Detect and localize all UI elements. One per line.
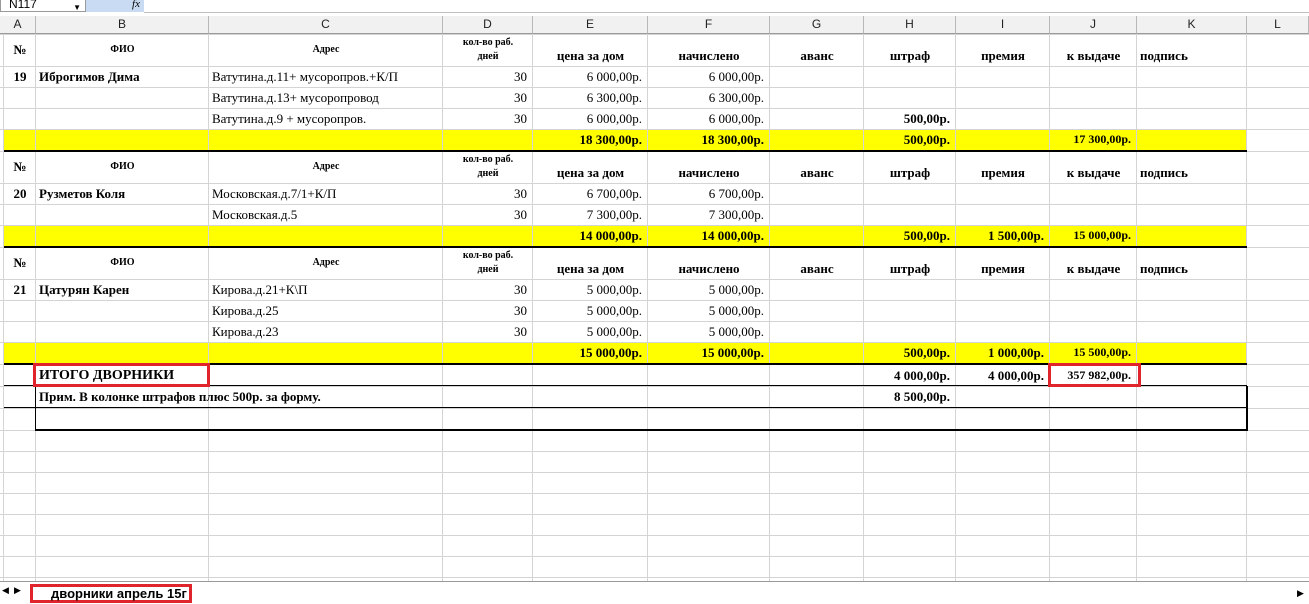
fine-cell[interactable] (864, 66, 956, 87)
sheet-tab-label: дворники апрель 15г (51, 586, 187, 601)
annotation-box-total-label (33, 363, 210, 387)
header-fine: штраф (889, 261, 931, 276)
address-cell[interactable]: Кирова.д.21+К\П (212, 282, 308, 297)
header-days-line2: дней (477, 51, 499, 62)
accrued-cell[interactable]: 5 000,00р. (708, 324, 764, 339)
address-cell[interactable]: Ватутина.д.11+ мусоропров.+К/П (212, 69, 399, 84)
scroll-right-icon[interactable]: ▶ (1297, 588, 1304, 598)
header-fio: ФИО (110, 44, 135, 55)
total-fine[interactable]: 500,00р. (903, 132, 950, 147)
address-cell[interactable]: Московская.д.7/1+К/П (212, 186, 337, 201)
days-cell[interactable]: 30 (514, 69, 527, 84)
header-fine: штраф (889, 165, 931, 180)
accrued-cell[interactable]: 6 000,00р. (708, 111, 764, 126)
accrued-cell[interactable]: 7 300,00р. (708, 207, 764, 222)
header-advance: аванс (800, 261, 834, 276)
grand-total-fine[interactable]: 4 000,00р. (894, 368, 950, 383)
chevron-down-icon[interactable]: ▼ (73, 3, 81, 12)
accrued-cell[interactable]: 5 000,00р. (708, 303, 764, 318)
accrued-cell[interactable]: 6 000,00р. (708, 69, 764, 84)
header-days (443, 247, 533, 279)
header-days-line1: кол-во раб. (462, 37, 514, 48)
employee-name: Цатурян Карен (39, 282, 130, 297)
address-cell[interactable]: Ватутина.д.13+ мусоропровод (212, 90, 379, 105)
header-num: № (13, 255, 27, 270)
grid-hline (0, 514, 1309, 515)
grid-hline (0, 472, 1309, 473)
grid-vline (1049, 34, 1050, 581)
price-cell[interactable]: 7 300,00р. (586, 207, 642, 222)
grand-total-bonus[interactable]: 4 000,00р. (988, 368, 1044, 383)
grid-hline (0, 408, 1309, 409)
total-accrued[interactable]: 14 000,00р. (701, 228, 764, 243)
header-num: № (13, 42, 27, 57)
accrued-cell[interactable]: 6 300,00р. (708, 90, 764, 105)
days-cell[interactable]: 30 (514, 90, 527, 105)
total-fine[interactable]: 500,00р. (903, 228, 950, 243)
header-num: № (13, 159, 27, 174)
total-payout[interactable]: 15 000,00р. (1073, 228, 1131, 242)
worksheet-grid[interactable] (0, 34, 1309, 581)
days-cell[interactable]: 30 (514, 282, 527, 297)
employee-number: 19 (13, 69, 27, 84)
total-bonus[interactable]: 1 000,00р. (988, 345, 1044, 360)
price-cell[interactable]: 6 300,00р. (586, 90, 642, 105)
header-days-line1: кол-во раб. (462, 250, 514, 261)
days-cell[interactable]: 30 (514, 207, 527, 222)
header-bonus: премия (981, 165, 1025, 180)
header-price: цена за дом (556, 165, 625, 180)
price-cell[interactable]: 5 000,00р. (586, 303, 642, 318)
grid-vline (3, 34, 4, 581)
total-accrued[interactable]: 15 000,00р. (701, 345, 764, 360)
column-header-c[interactable]: C (209, 16, 443, 34)
accrued-cell[interactable]: 5 000,00р. (708, 282, 764, 297)
note-fine[interactable]: 8 500,00р. (894, 389, 950, 404)
accrued-cell[interactable]: 6 700,00р. (708, 186, 764, 201)
fx-icon: fx (132, 0, 140, 10)
days-cell[interactable]: 30 (514, 186, 527, 201)
price-cell[interactable]: 6 700,00р. (586, 186, 642, 201)
column-header-h[interactable]: H (864, 16, 956, 34)
header-accrued: начислено (678, 48, 740, 63)
grid-vline (1136, 34, 1137, 581)
header-price: цена за дом (556, 48, 625, 63)
total-price[interactable]: 15 000,00р. (579, 345, 642, 360)
column-header-l[interactable]: L (1247, 16, 1309, 34)
grid-hline (0, 493, 1309, 494)
thick-border (35, 408, 36, 430)
header-days (443, 34, 533, 66)
grid-hline (0, 556, 1309, 557)
last-sheet-icon[interactable]: ▶ (14, 586, 21, 596)
header-advance: аванс (800, 165, 834, 180)
fine-cell[interactable] (864, 204, 956, 225)
grand-total-label[interactable]: ИТОГО ДВОРНИКИ (39, 368, 175, 383)
header-payout: к выдаче (1066, 165, 1121, 180)
header-address: Адрес (312, 257, 340, 268)
fine-cell[interactable] (864, 87, 956, 108)
header-payout: к выдаче (1066, 261, 1121, 276)
header-signature: подпись (1140, 48, 1188, 63)
header-address: Адрес (312, 44, 340, 55)
column-header-f[interactable]: F (648, 16, 770, 34)
formula-input[interactable] (144, 0, 1309, 13)
grand-total-payout[interactable]: 357 982,00р. (1067, 368, 1131, 382)
column-header-a[interactable]: A (0, 16, 36, 34)
employee-name: Иброгимов Дима (39, 69, 140, 84)
formula-bar (0, 0, 1309, 12)
total-price[interactable]: 14 000,00р. (579, 228, 642, 243)
column-header-b[interactable]: B (36, 16, 209, 34)
days-cell[interactable]: 30 (514, 324, 527, 339)
header-days (443, 151, 533, 183)
employee-number: 21 (13, 282, 27, 297)
total-payout[interactable]: 17 300,00р. (1073, 132, 1131, 146)
grid-hline (0, 577, 1309, 578)
note-text[interactable]: Прим. В колонке штрафов плюс 500р. за форму. (39, 389, 321, 404)
address-cell[interactable]: Кирова.д.25 (212, 303, 279, 318)
total-bonus[interactable] (956, 129, 1050, 150)
annotation-box-total-payout (1048, 363, 1141, 387)
employee-name: Рузметов Коля (39, 186, 126, 201)
grid-hline (0, 451, 1309, 452)
grid-vline (1246, 34, 1247, 581)
grid-hline (0, 535, 1309, 536)
column-header-g[interactable]: G (770, 16, 864, 34)
header-days-line1: кол-во раб. (462, 154, 514, 165)
total-bonus[interactable]: 1 500,00р. (988, 228, 1044, 243)
days-cell[interactable]: 30 (514, 111, 527, 126)
total-fine[interactable]: 500,00р. (903, 345, 950, 360)
days-cell[interactable]: 30 (514, 303, 527, 318)
header-advance: аванс (800, 48, 834, 63)
header-signature: подпись (1140, 165, 1188, 180)
header-days-line2: дней (477, 264, 499, 275)
header-payout: к выдаче (1066, 48, 1121, 63)
column-header-d[interactable]: D (443, 16, 533, 34)
header-address: Адрес (312, 161, 340, 172)
header-bonus: премия (981, 261, 1025, 276)
sheet-tab-active[interactable] (30, 584, 192, 603)
total-accrued[interactable]: 18 300,00р. (701, 132, 764, 147)
price-cell[interactable]: 5 000,00р. (586, 324, 642, 339)
header-fio: ФИО (110, 161, 135, 172)
header-bonus: премия (981, 48, 1025, 63)
fine-cell[interactable] (864, 300, 956, 321)
employee-number: 20 (13, 186, 27, 201)
header-fio: ФИО (110, 257, 135, 268)
total-payout[interactable]: 15 500,00р. (1073, 345, 1131, 359)
sheet-tab-bar (0, 581, 1309, 604)
name-box-value: N117 (9, 0, 37, 11)
grid-vline (35, 34, 36, 581)
header-fine: штраф (889, 48, 931, 63)
header-accrued: начислено (678, 165, 740, 180)
thick-border (1246, 386, 1248, 431)
header-days-line2: дней (477, 168, 499, 179)
column-header-k[interactable]: K (1137, 16, 1247, 34)
fine-cell[interactable] (864, 321, 956, 342)
price-cell[interactable]: 5 000,00р. (586, 282, 642, 297)
address-cell[interactable]: Кирова.д.23 (212, 324, 279, 339)
column-header-i[interactable]: I (956, 16, 1050, 34)
name-box[interactable] (0, 0, 86, 12)
header-accrued: начислено (678, 261, 740, 276)
first-sheet-icon[interactable]: ◀ (2, 586, 9, 596)
address-cell[interactable]: Ватутина.д.9 + мусоропров. (212, 111, 367, 126)
fine-cell[interactable]: 500,00р. (903, 111, 950, 126)
insert-function-button[interactable] (86, 0, 144, 12)
column-header-e[interactable]: E (533, 16, 648, 34)
fine-cell[interactable] (864, 183, 956, 204)
fine-cell[interactable] (864, 279, 956, 300)
price-cell[interactable]: 6 000,00р. (586, 69, 642, 84)
column-header-j[interactable]: J (1050, 16, 1137, 34)
thick-border (4, 407, 1247, 408)
price-cell[interactable]: 6 000,00р. (586, 111, 642, 126)
header-price: цена за дом (556, 261, 625, 276)
header-signature: подпись (1140, 261, 1188, 276)
total-price[interactable]: 18 300,00р. (579, 132, 642, 147)
thick-border (35, 429, 1248, 431)
address-cell[interactable]: Московская.д.5 (212, 207, 298, 222)
